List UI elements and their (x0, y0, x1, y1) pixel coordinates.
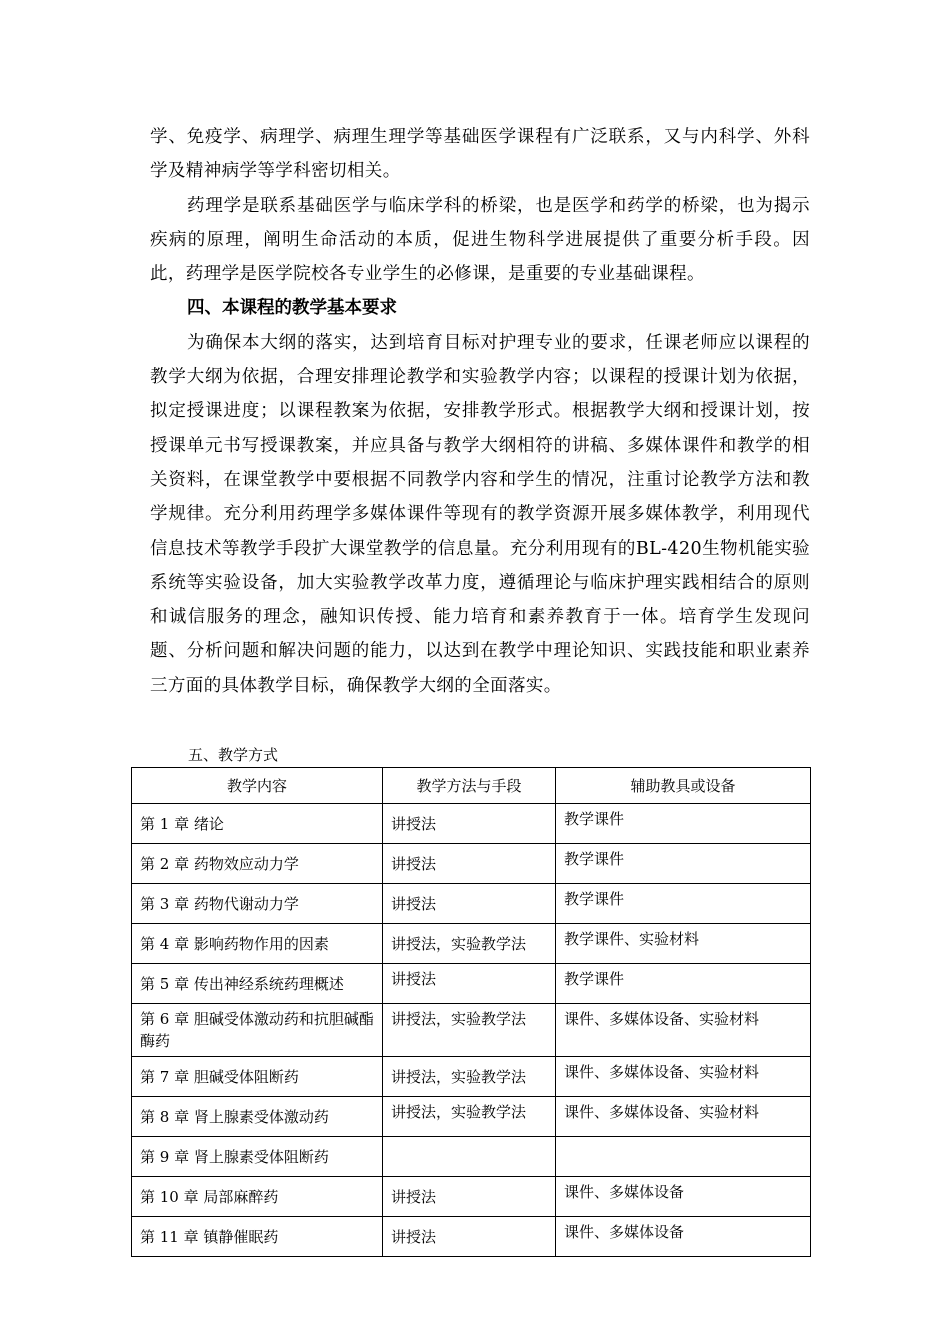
section-5-heading: 五、教学方式 (188, 746, 279, 764)
header-content: 教学内容 (132, 768, 383, 804)
paragraph-continuation: 学、免疫学、病理学、病理生理学等基础医学课程有广泛联系，又与内科学、外科学及精神病学等学科密切相关。 (150, 127, 810, 182)
cell-equipment: 课件、多媒体设备、实验材料 (556, 1057, 811, 1097)
section-4-heading: 四、本课程的教学基本要求 (187, 298, 397, 319)
header-equipment: 辅助教具或设备 (556, 768, 811, 804)
paragraph-pharmacology-bridge: 药理学是联系基础医学与临床学科的桥梁，也是医学和药学的桥梁，也为揭示疾病的原理，阐明生命活动的本质，促进生物科学进展提供了重要分析手段。因此，药理学是医学院校各专业学生的必修课，是重要的专业基础课程。 (150, 195, 810, 285)
table-row (132, 804, 811, 844)
cell-equipment (556, 1137, 811, 1177)
table-row (132, 1217, 811, 1257)
document-body (150, 120, 810, 703)
table-row (132, 844, 811, 884)
section-4-body: 为确保本大纲的落实，达到培育目标对护理专业的要求，任课老师应以课程的教学大纲为依据，合理安排理论教学和实验教学内容；以课程的授课计划为依据，拟定授课进度；以课程教案为依据，安排教学形式。根据教学大纲和授课计划，按授课单元书写授课教案，并应具备与教学大纲相符的讲稿、多媒体课件和教学的相关资料，在课堂教学中要根据不同教学内容和学生的情况，注重讨论教学方法和教学规律。充分利用药理学多媒体课件等现有的教学资源开展多媒体教学，利用现代信息技术等教学手段扩大课堂教学的信息量。充分利用现有的BL-420生物机能实验系统等实验设备，加大实验教学改革力度，遵循理论与临床护理实践相结合的原则和诚信服务的理念，融知识传授、能力培育和素养教育于一体。培育学生发现问题、分析问题和解决问题的能力，以达到在教学中理论知识、实践技能和职业素养三方面的具体教学目标，确保教学大纲的全面落实。 (150, 332, 810, 696)
cell-content: 第 6 章 胆碱受体激动药和抗胆碱酯酶药 (132, 1004, 383, 1057)
cell-method (383, 1137, 556, 1177)
cell-content: 第 10 章 局部麻醉药 (132, 1177, 383, 1217)
cell-equipment: 教学课件、实验材料 (556, 924, 811, 964)
cell-equipment: 教学课件 (556, 804, 811, 844)
teaching-methods-table (131, 767, 811, 1257)
table-row (132, 884, 811, 924)
table-row (132, 1177, 811, 1217)
table-row (132, 1057, 811, 1097)
cell-content: 第 2 章 药物效应动力学 (132, 844, 383, 884)
cell-content: 第 9 章 肾上腺素受体阻断药 (132, 1137, 383, 1177)
cell-method: 讲授法，实验教学法 (383, 1057, 556, 1097)
cell-method: 讲授法 (383, 1177, 556, 1217)
cell-content: 第 8 章 肾上腺素受体激动药 (132, 1097, 383, 1137)
cell-method: 讲授法 (383, 884, 556, 924)
cell-equipment: 课件、多媒体设备 (556, 1217, 811, 1257)
cell-equipment: 教学课件 (556, 884, 811, 924)
table-row (132, 1004, 811, 1057)
cell-equipment: 课件、多媒体设备、实验材料 (556, 1004, 811, 1057)
cell-method: 讲授法 (383, 804, 556, 844)
cell-equipment: 课件、多媒体设备、实验材料 (556, 1097, 811, 1137)
cell-equipment: 教学课件 (556, 964, 811, 1004)
table-row (132, 1137, 811, 1177)
cell-equipment: 课件、多媒体设备 (556, 1177, 811, 1217)
cell-method: 讲授法，实验教学法 (383, 924, 556, 964)
cell-content: 第 11 章 镇静催眠药 (132, 1217, 383, 1257)
cell-content: 第 5 章 传出神经系统药理概述 (132, 964, 383, 1004)
table-row (132, 924, 811, 964)
cell-content: 第 1 章 绪论 (132, 804, 383, 844)
cell-content: 第 7 章 胆碱受体阻断药 (132, 1057, 383, 1097)
cell-content: 第 3 章 药物代谢动力学 (132, 884, 383, 924)
cell-method: 讲授法，实验教学法 (383, 1097, 556, 1137)
cell-method: 讲授法 (383, 1217, 556, 1257)
cell-content: 第 4 章 影响药物作用的因素 (132, 924, 383, 964)
table-header-row (132, 768, 811, 804)
table-row (132, 964, 811, 1004)
header-method: 教学方法与手段 (383, 768, 556, 804)
cell-method: 讲授法 (383, 964, 556, 1004)
cell-method: 讲授法，实验教学法 (383, 1004, 556, 1057)
cell-method: 讲授法 (383, 844, 556, 884)
table-row (132, 1097, 811, 1137)
cell-equipment: 教学课件 (556, 844, 811, 884)
